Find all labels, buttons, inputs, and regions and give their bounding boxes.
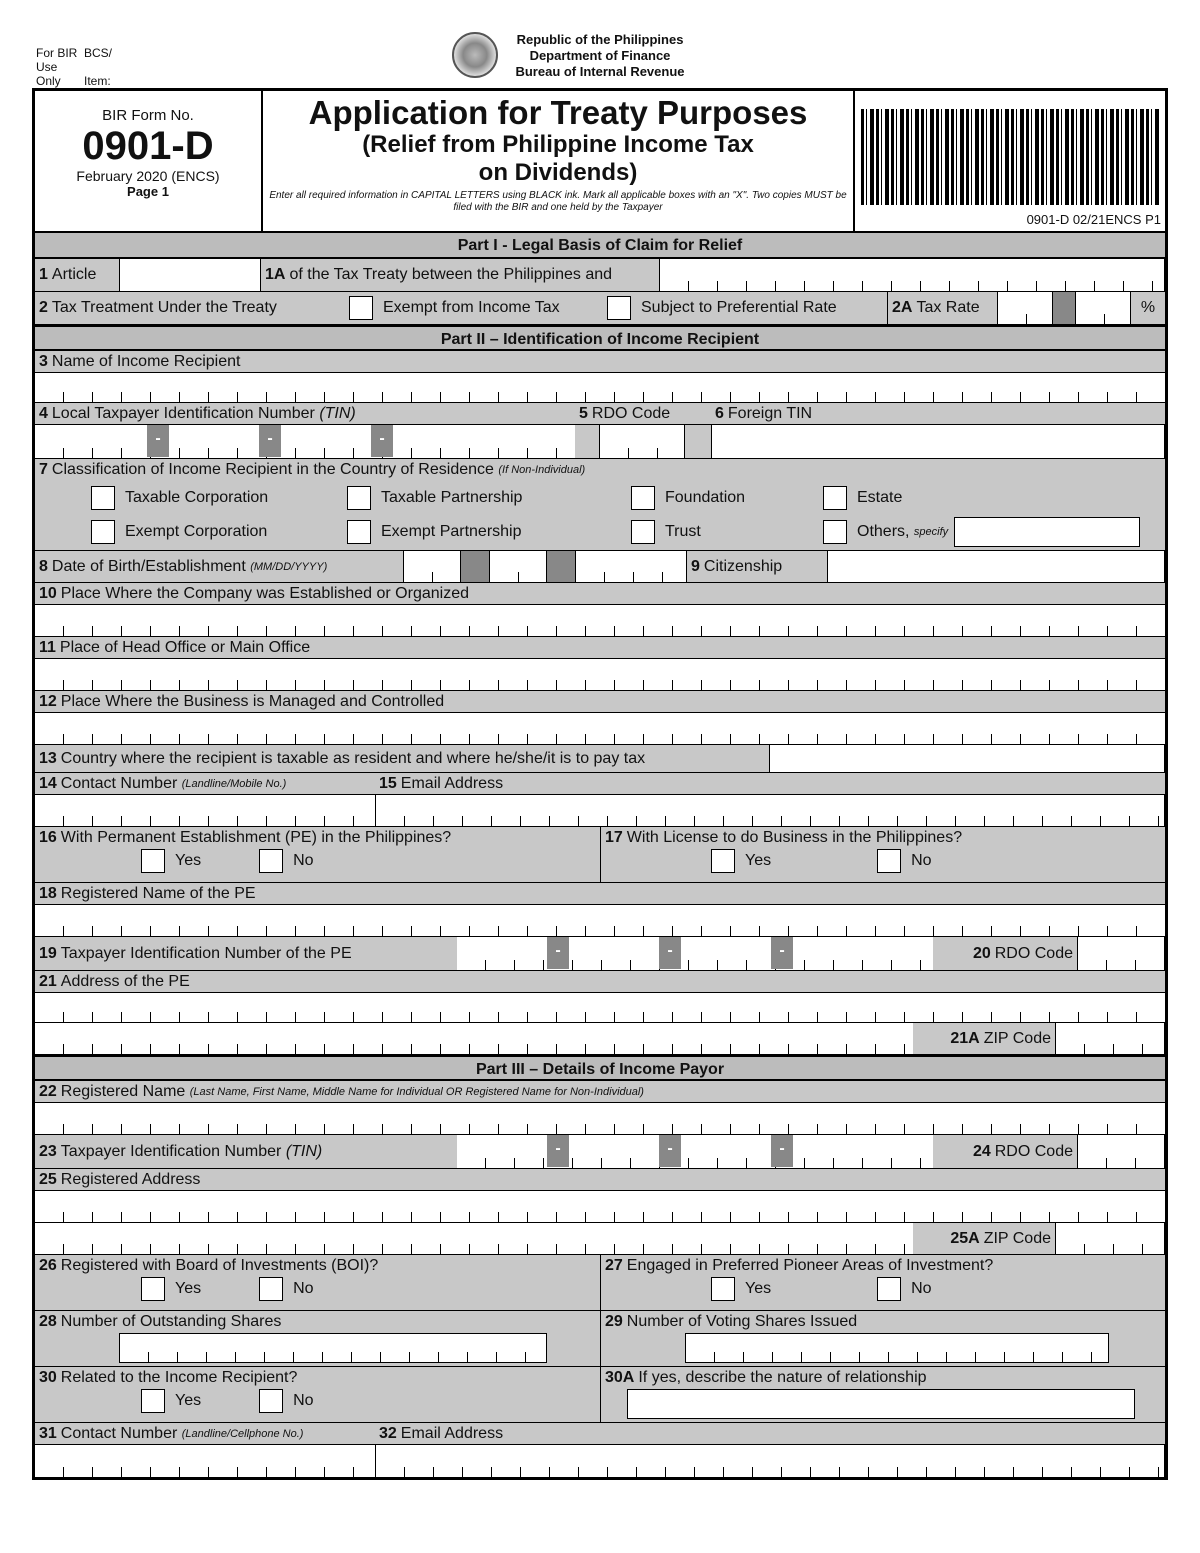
row-tax-treatment: 2 Tax Treatment Under the Treaty Exempt from Income Tax Subject to Preferential Rate 2A Tax Rate %: [35, 292, 1165, 325]
pe-rdo-input[interactable]: [1077, 937, 1165, 970]
boi-yes-checkbox[interactable]: [141, 1277, 165, 1301]
pe-address-line1-input[interactable]: [35, 993, 1165, 1023]
payor-contact-input[interactable]: [35, 1445, 375, 1477]
pioneer-no-checkbox[interactable]: [877, 1277, 901, 1301]
head-office-input[interactable]: [35, 659, 1165, 691]
preferential-checkbox[interactable]: [607, 296, 631, 320]
relationship-input[interactable]: [627, 1389, 1135, 1419]
tax-rate-whole-input[interactable]: [997, 292, 1053, 324]
bir-use-only: For BIR BCS/ Use Only Item:: [36, 46, 113, 88]
birth-year-input[interactable]: [575, 551, 687, 582]
payor-zip-input[interactable]: [1055, 1223, 1165, 1254]
classification-group: 7 Classification of Income Recipient in the Country of Residence (If Non-Individual) Taxable Corporation Taxable Partnership Foundation Estate Exempt Corporation Exempt Partnership Trust Others, specify: [35, 459, 1165, 551]
treaty-country-input[interactable]: [659, 259, 1165, 291]
part2-title: Part II – Identification of Income Recipient: [35, 325, 1165, 351]
pioneer-yes-checkbox[interactable]: [711, 1277, 735, 1301]
barcode-icon: [861, 109, 1161, 205]
recipient-name-input[interactable]: [35, 373, 1165, 403]
related-yes-checkbox[interactable]: [141, 1389, 165, 1413]
form-id: BIR Form No. 0901-D February 2020 (ENCS) Page 1: [35, 91, 263, 231]
rdo-code-input[interactable]: [599, 425, 685, 458]
payor-address-line2-input[interactable]: [35, 1223, 913, 1254]
trust-checkbox[interactable]: [631, 520, 655, 544]
payor-address-line1-input[interactable]: [35, 1191, 1165, 1223]
pe-tin-input[interactable]: - - -: [457, 937, 933, 970]
pe-zip-input[interactable]: [1055, 1023, 1165, 1054]
exempt-corp-checkbox[interactable]: [91, 520, 115, 544]
foreign-tin-input[interactable]: [711, 425, 1165, 458]
form-number: 0901-D: [82, 124, 214, 168]
form-body: BIR Form No. 0901-D February 2020 (ENCS) Page 1 Application for Treaty Purposes (Relief from Philippine Income Tax on Dividends) Enter all required information in CAPITAL LETTERS using BLACK ink. Mark all applicable boxes with an "X". Two copies MUST be filed with the BIR and one held by the Taxpayer 0901-D 02/21ENCS P1 Part I - Legal Basis of Claim for Relief 1 Article 1A of the Tax Treaty between the Philippines and 2 Tax Treatment Under the Treaty Exempt from Income Tax Subject to Preferential Rate 2A Tax Rate % Part II – Identification of Income Recipient 3 Name of Income Recipient 4 Local Taxpayer Identification Number (TIN) 5 RDO Code 6 Foreign TIN - - - 7 Classification of Income Recipient in the Country of Residence (If Non-Individual) Taxable Corporation Taxable Partnership Foundation Estate Exempt Corporation Exempt Partnership Trust Others, specify 8 Date of Birth/Establishment (MM/DD/YYYY) 9 Citizenship 10 Place Where the Company was Established or Organized 11 Place of Head Office or Main Office 12 Place Where the Business is Managed and Controlled 13 Country where the recipient is taxable as resident and where he/she/it is to pay tax 14 Contact Number (Landline/Mobile No.) 15 Email Address 16 With Permanent Establishment (PE) in the Philippines? Yes No 17 With License to do Business in the Philippines? Yes No 18 Registered Name of the PE 19 Taxpayer Identification Number of the PE - - - 20 RDO Code 21 Address of the PE 21A ZIP Code Part III – Details of Income Payor 22 Registered Name (Last Name, First Name, Middle Name for Individual OR Registered Name for Non-Individual) 23 Taxpayer Identification Number (TIN) - - - 24 RDO Code 25 Registered Address 25A ZIP Code 26 Registered with Board of Investments (BOI)? Yes No 27 Engaged in Preferred Pioneer Areas of Investment? Yes No 28 Number of Outstanding Shares 29 Number of Voting Shares Issued 30 Related to the Income Recipient? Yes No 30A If yes, describe the nature of relationship 31 Contact Number (Landline/Cellphone No.) 32 Email Address: [32, 88, 1168, 1480]
recipient-email-input[interactable]: [375, 795, 1165, 826]
exempt-partnership-checkbox[interactable]: [347, 520, 371, 544]
form-header: [35, 91, 1165, 233]
form-title-block: Application for Treaty Purposes (Relief from Philippine Income Tax on Dividends) Enter all required information in CAPITAL LETTERS using BLACK ink. Mark all applicable boxes with an "X". Two copies MUST be filed with the BIR and one held by the Taxpayer: [263, 91, 855, 231]
pe-name-input[interactable]: [35, 905, 1165, 937]
license-no-checkbox[interactable]: [877, 849, 901, 873]
estate-checkbox[interactable]: [823, 486, 847, 510]
payor-email-input[interactable]: [375, 1445, 1165, 1477]
part3-title: Part III – Details of Income Payor: [35, 1055, 1165, 1081]
recipient-contact-input[interactable]: [35, 795, 375, 826]
agency-block: Republic of the Philippines Department of Finance Bureau of Internal Revenue: [515, 32, 685, 79]
related-no-checkbox[interactable]: [259, 1389, 283, 1413]
others-specify-input[interactable]: [954, 517, 1140, 547]
decimal-point: [1053, 292, 1075, 324]
license-yes-checkbox[interactable]: [711, 849, 735, 873]
payor-name-input[interactable]: [35, 1103, 1165, 1135]
local-tin-input[interactable]: - - -: [35, 425, 575, 458]
foundation-checkbox[interactable]: [631, 486, 655, 510]
page-title: Application for Treaty Purposes: [308, 94, 808, 131]
outstanding-shares-input[interactable]: [119, 1333, 547, 1363]
payor-rdo-input[interactable]: [1077, 1135, 1165, 1168]
taxable-partnership-checkbox[interactable]: [347, 486, 371, 510]
part1-title: Part I - Legal Basis of Claim for Relief: [35, 233, 1165, 259]
tax-rate-decimal-input[interactable]: [1075, 292, 1131, 324]
barcode-area: 0901-D 02/21ENCS P1: [855, 91, 1165, 231]
others-checkbox[interactable]: [823, 520, 847, 544]
taxable-corp-checkbox[interactable]: [91, 486, 115, 510]
form-page: [32, 30, 1168, 1480]
voting-shares-input[interactable]: [685, 1333, 1109, 1363]
row-article: 1 Article 1A of the Tax Treaty between the Philippines and: [35, 259, 1165, 292]
place-established-input[interactable]: [35, 605, 1165, 637]
pe-address-line2-input[interactable]: [35, 1023, 913, 1054]
tax-country-input[interactable]: [769, 745, 1165, 772]
boi-no-checkbox[interactable]: [259, 1277, 283, 1301]
business-managed-input[interactable]: [35, 713, 1165, 745]
article-input[interactable]: [119, 259, 261, 291]
citizenship-input[interactable]: [827, 551, 1165, 582]
birth-month-input[interactable]: [403, 551, 461, 582]
top-strip: [32, 30, 1168, 88]
birth-day-input[interactable]: [489, 551, 547, 582]
payor-tin-input[interactable]: - - -: [457, 1135, 933, 1168]
pe-no-checkbox[interactable]: [259, 849, 283, 873]
exempt-checkbox[interactable]: [349, 296, 373, 320]
pe-yes-checkbox[interactable]: [141, 849, 165, 873]
